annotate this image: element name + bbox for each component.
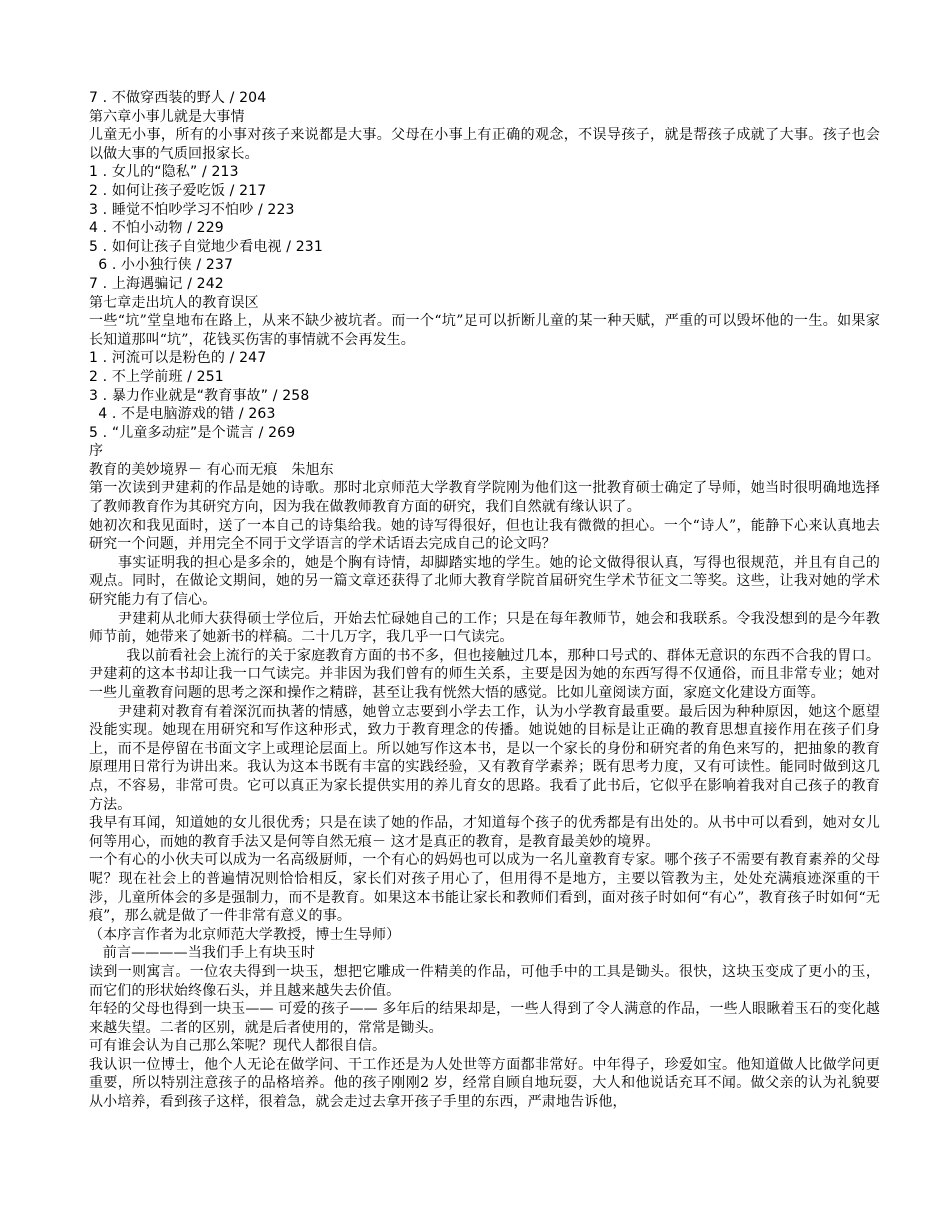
toc-entry: 2 . 不上学前班 / 251 — [89, 368, 224, 385]
preface-author-note: （本序言作者为北京师范大学教授，博士生导师） — [89, 926, 401, 943]
toc-entry: 7 . 上海遇骗记 / 242 — [89, 275, 224, 292]
toc-entry: 1 . 河流可以是粉色的 / 247 — [89, 350, 267, 367]
body-paragraph: 事实证明我的担心是多余的，她是个胸有诗情，却脚踏实地的学生。她的论文做得很认真，写得也很规范，并且有自己的观点。同时，在做论文期间，她的另一篇文章还获得了北师大教育学院首届研究生学术节征文二等奖。这些，让我对她的学术研究能力有了信心。 — [89, 554, 880, 609]
toc-entry: 3 . 暴力作业就是“教育事故” / 258 — [89, 387, 310, 404]
toc-entry: 1 . 女儿的“隐私” / 213 — [89, 164, 239, 181]
section-heading: 序 — [89, 443, 104, 460]
preface-title: 教育的美妙境界－ 有心而无痕 朱旭东 — [89, 461, 334, 478]
body-paragraph: 她初次和我见面时，送了一本自己的诗集给我。她的诗写得很好，但也让我有微微的担心。一个“诗人”，能静下心来认真地去研究一个问题，并用完全不同于文学语言的学术话语去完成自己的论文吗？ — [89, 517, 880, 553]
body-paragraph: 我早有耳闻，知道她的女儿很优秀；只是在读了她的作品，才知道每个孩子的优秀都是有出处的。从书中可以看到，她对女儿何等用心，而她的教育手法又是何等自然无痕－ 这才是真正的教育，是教育最美妙的境界。 — [89, 815, 880, 850]
body-paragraph: 一个有心的小伙夫可以成为一名高级厨师，一个有心的妈妈也可以成为一名儿童教育专家。哪个孩子不需要有教育素养的父母呢？现在社会上的普遍情况则恰恰相反，家长们对孩子用心了，但用得不是地方，主要以管教为主，处处充满痕迹深重的干涉，儿童所体会的多是强制力，而不是教育。如果这本书能让家长和教师们看到，面对孩子时如何“有心”，教育孩子时如何“无痕”，那么就是做了一件非常有意义的事。 — [89, 852, 880, 925]
toc-entry: 6 . 小小独行侠 / 237 — [89, 257, 234, 274]
toc-entry: 2 . 如何让孩子爱吃饭 / 217 — [89, 182, 267, 199]
toc-entry: 5 . “儿童多动症”是个谎言 / 269 — [89, 424, 296, 441]
body-paragraph: 尹建莉从北师大获得硕士学位后，开始去忙碌她自己的工作；只是在每年教师节，她会和我联系。令我没想到的是今年教师节前，她带来了她新书的样稿。二十几万字，我几乎一口气读完。 — [89, 610, 880, 646]
body-paragraph: 读到一则寓言。一位农夫得到一块玉，想把它雕成一件精美的作品，可他手中的工具是锄头。很快，这块玉变成了更小的玉，而它们的形状始终像石头，并且越来越失去价值。 — [89, 963, 880, 999]
body-line: 可有谁会认为自己那么笨呢？现代人都很自信。 — [89, 1038, 387, 1055]
chapter-heading: 第六章小事儿就是大事情 — [89, 108, 245, 125]
chapter-heading: 第七章走出坑人的教育误区 — [89, 294, 259, 311]
body-paragraph: 年轻的父母也得到一块玉—— 可爱的孩子—— 多年后的结果却是，一些人得到了令人满意的作品，一些人眼瞅着玉石的变化越来越失望。二者的区别，就是后者使用的，常常是锄头。 — [89, 1001, 880, 1036]
body-paragraph: 第一次读到尹建莉的作品是她的诗歌。那时北京师范大学教育学院刚为他们这一批教育硕士确定了导师，她当时很明确地选择了教师教育作为其研究方向，因为我在做教师教育方面的研究，我们自然就有缘认识了。 — [89, 480, 880, 516]
chapter-summary: 儿童无小事，所有的小事对孩子来说都是大事。父母在小事上有正确的观念，不误导孩子，就是帮孩子成就了大事。孩子也会以做大事的气质回报家长。 — [89, 127, 880, 162]
toc-entry: 7 . 不做穿西装的野人 / 204 — [89, 90, 267, 106]
toc-entry: 4 . 不怕小动物 / 229 — [89, 220, 224, 237]
foreword-title: 前言————当我们手上有块玉时 — [89, 945, 316, 962]
toc-entry: 3 . 睡觉不怕吵学习不怕吵 / 223 — [89, 201, 295, 218]
body-paragraph: 尹建莉对教育有着深沉而执著的情感，她曾立志要到小学去工作，认为小学教育最重要。最后因为种种原因，她这个愿望没能实现。她现在用研究和写作这种形式，致力于教育理念的传播。她说她的目标是让正确的教育思想直接作用在孩子们身上，而不是停留在书面文字上或理论层面上。所以她写作这本书，是以一个家长的身份和研究者的角色来写的，把抽象的教育原理用日常行为讲出来。我认为这本书既有丰富的实践经验，又有教育学素养；既有思考力度，又有可读性。能同时做到这几点，不容易，非常可贵。它可以真正为家长提供实用的养儿育女的思路。我看了此书后，它似乎在影响着我对自己孩子的教育方法。 — [89, 703, 880, 813]
chapter-summary: 一些“坑”堂皇地布在路上，从来不缺少被坑者。而一个“坑”足可以折断儿童的某一种天赋，严重的可以毁坏他的一生。如果家长知道那叫“坑”，花钱买伤害的事情就不会再发生。 — [89, 313, 880, 348]
toc-entry: 5 . 如何让孩子自觉地少看电视 / 231 — [89, 238, 323, 255]
body-paragraph: 我以前看社会上流行的关于家庭教育方面的书不多，但也接触过几本，那种口号式的、群体无意识的东西不合我的胃口。尹建莉的这本书却让我一口气读完。并非因为我们曾有的师生关系，主要是因为她的东西写得不仅通俗，而且非常专业；她对一些儿童教育问题的思考之深和操作之精辟，甚至让我有恍然大悟的感觉。比如儿童阅读方面，家庭文化建设方面等。 — [89, 647, 880, 701]
body-paragraph: 我认识一位博士，他个人无论在做学问、干工作还是为人处世等方面都非常好。中年得子，珍爱如宝。他知道做人比做学问更重要，所以特别注意孩子的品格培养。他的孩子刚刚2 岁，经常自顾自地玩耍，大人和他说话充耳不闻。做父亲的认为礼貌要从小培养，看到孩子这样，很着急，就会走过去拿开孩子手里的东西，严肃地告诉他， — [89, 1056, 880, 1111]
toc-entry: 4 . 不是电脑游戏的错 / 263 — [89, 406, 276, 423]
